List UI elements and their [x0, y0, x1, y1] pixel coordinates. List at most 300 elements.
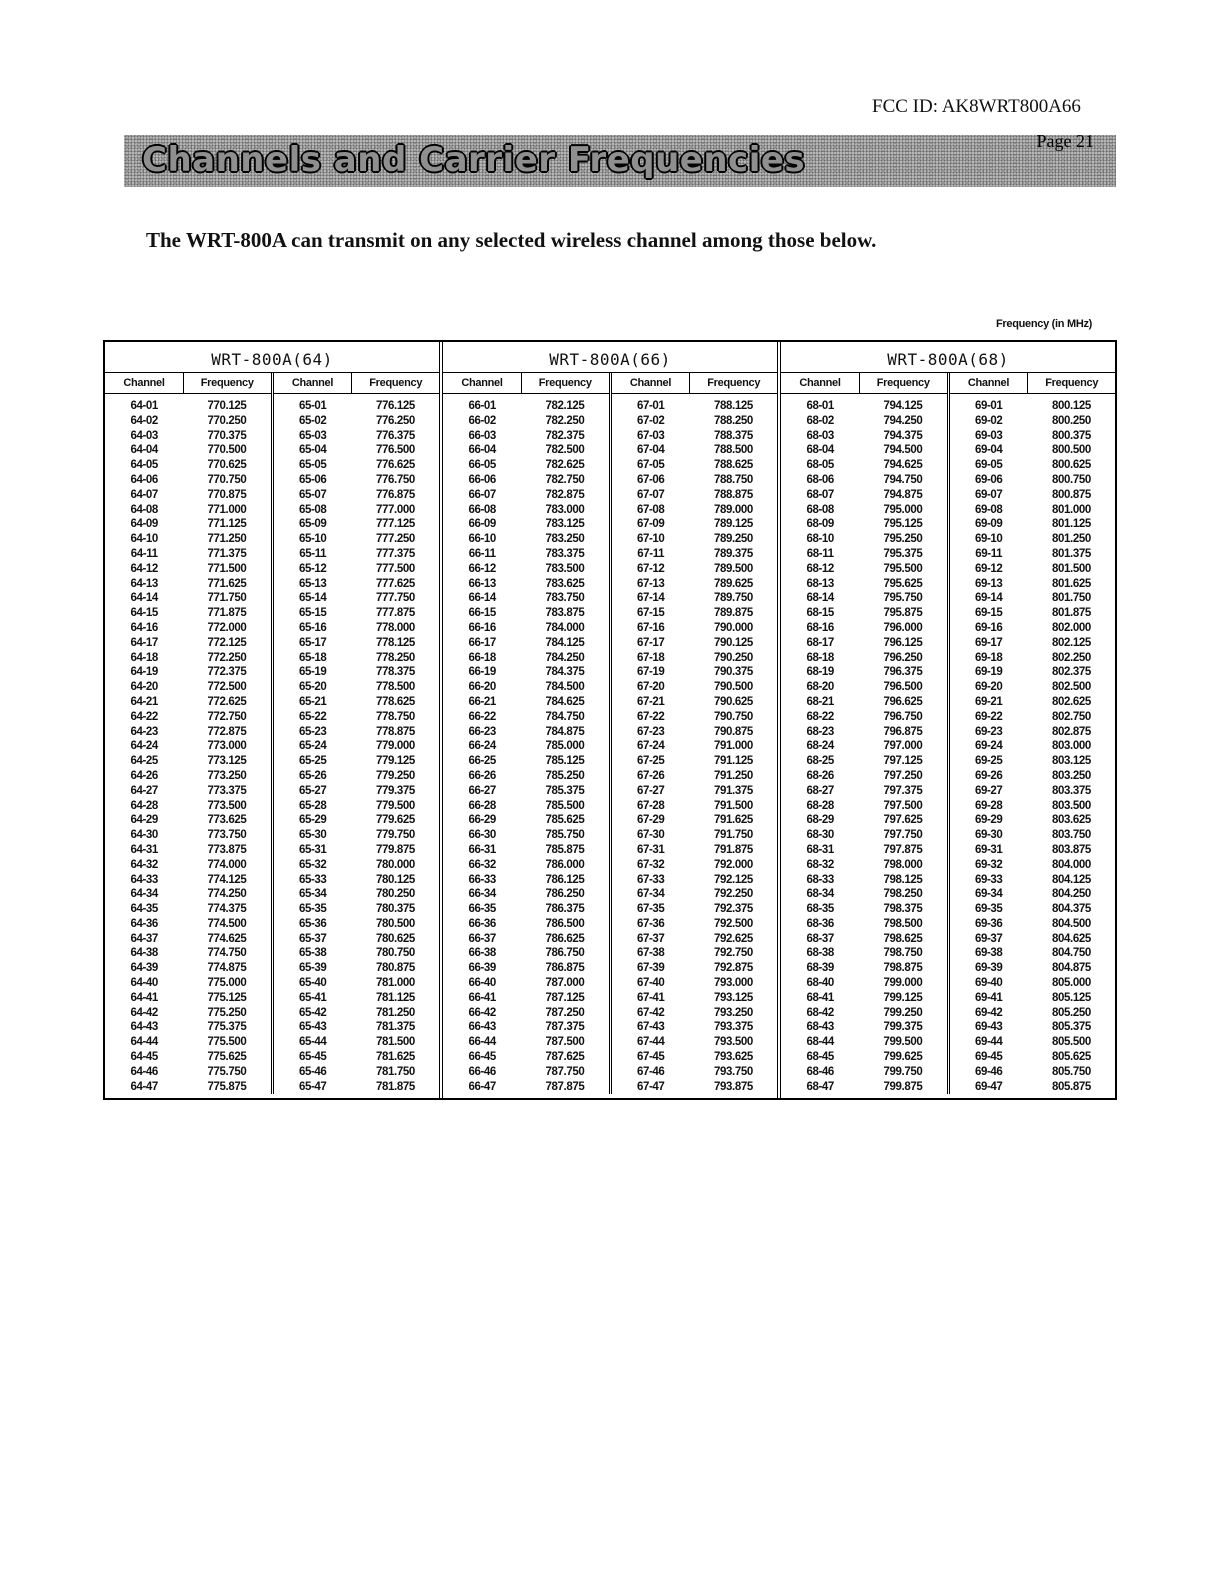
frequency-cell: 770.750	[207, 473, 247, 486]
table-row	[443, 932, 609, 947]
frequency-cell: 799.000	[883, 977, 923, 990]
table-row	[781, 429, 947, 444]
channel-cell: 68-30	[806, 829, 834, 842]
table-row	[781, 1006, 947, 1021]
table-row	[781, 946, 947, 961]
channel-cell: 67-10	[636, 533, 665, 546]
table-row	[781, 828, 947, 843]
table-row	[274, 621, 440, 636]
frequency-cell: 776.750	[376, 473, 415, 486]
channel-cell: 65-04	[298, 444, 327, 457]
table-row	[105, 488, 271, 503]
frequency-cell: 778.875	[376, 725, 415, 738]
channel-cell: 69-24	[974, 740, 1003, 753]
frequency-cell: 772.250	[207, 651, 247, 664]
table-row	[950, 591, 1116, 606]
channel-cell: 68-10	[806, 533, 834, 546]
channel-cell: 66-43	[468, 1021, 496, 1034]
table-row	[105, 606, 271, 621]
channel-cell: 65-20	[298, 681, 327, 694]
table-row	[274, 873, 440, 888]
table-row	[274, 1065, 440, 1080]
frequency-cell: 792.500	[714, 917, 753, 930]
frequency-cell: 771.750	[207, 592, 247, 605]
channel-cell: 64-43	[130, 1021, 158, 1034]
table-row	[274, 917, 440, 932]
frequency-cell: 786.125	[545, 873, 585, 886]
frequency-cell: 799.750	[883, 1065, 923, 1078]
frequency-cell: 784.750	[545, 710, 585, 723]
channel-cell: 68-25	[806, 755, 834, 768]
channel-cell: 65-43	[298, 1021, 327, 1034]
channel-cell: 68-04	[806, 444, 834, 457]
frequency-cell: 781.000	[376, 977, 415, 990]
table-row	[781, 532, 947, 547]
channel-cell: 65-30	[298, 829, 327, 842]
table-row	[274, 1080, 440, 1095]
channel-cell: 69-19	[974, 666, 1003, 679]
table-row	[781, 517, 947, 532]
frequency-cell: 793.125	[714, 991, 753, 1004]
table-row	[274, 429, 440, 444]
frequency-cell: 773.750	[207, 829, 247, 842]
table-row	[781, 636, 947, 651]
channel-cell: 69-22	[974, 710, 1003, 723]
table-row	[443, 636, 609, 651]
frequency-cell: 790.250	[714, 651, 753, 664]
channel-cell: 67-33	[636, 873, 665, 886]
channel-cell: 68-33	[806, 873, 834, 886]
table-row	[443, 547, 609, 562]
channel-cell: 69-08	[974, 503, 1003, 516]
table-row	[274, 695, 440, 710]
table-row	[612, 665, 778, 680]
table-row	[443, 858, 609, 873]
table-row	[443, 710, 609, 725]
frequency-cell: 796.875	[883, 725, 923, 738]
channel-column-group	[443, 373, 612, 1094]
table-row	[612, 843, 778, 858]
frequency-cell: 799.250	[883, 1006, 923, 1019]
channel-cell: 69-12	[974, 562, 1003, 575]
table-row	[105, 769, 271, 784]
frequency-cell: 775.875	[207, 1080, 247, 1093]
frequency-cell: 793.750	[714, 1065, 753, 1078]
table-row	[443, 1006, 609, 1021]
table-row	[443, 473, 609, 488]
table-row	[781, 1050, 947, 1065]
frequency-cell: 795.625	[883, 577, 923, 590]
channel-cell: 65-22	[298, 710, 327, 723]
table-row	[443, 680, 609, 695]
channel-cell: 65-23	[298, 725, 327, 738]
table-row	[274, 784, 440, 799]
frequency-cell: 803.125	[1052, 755, 1091, 768]
table-row	[781, 784, 947, 799]
frequency-cell: 774.250	[207, 888, 247, 901]
frequency-cell: 798.625	[883, 932, 923, 945]
frequency-cell: 805.000	[1052, 977, 1091, 990]
table-row	[443, 577, 609, 592]
frequency-cell: 803.250	[1052, 769, 1091, 782]
frequency-cell: 792.625	[714, 932, 753, 945]
channel-cell: 67-35	[636, 903, 665, 916]
channel-cell: 64-05	[130, 459, 158, 472]
channel-cell: 69-29	[974, 814, 1003, 827]
channel-cell: 69-39	[974, 962, 1003, 975]
table-row	[443, 1050, 609, 1065]
channel-cell: 67-24	[636, 740, 665, 753]
channel-cell: 68-06	[806, 473, 834, 486]
frequency-cell: 780.125	[376, 873, 415, 886]
table-row	[443, 873, 609, 888]
table-row	[781, 1020, 947, 1035]
frequency-cell: 792.250	[714, 888, 753, 901]
table-row	[950, 577, 1116, 592]
frequency-cell: 779.375	[376, 784, 415, 797]
frequency-cell: 783.375	[545, 547, 585, 560]
frequency-cell: 805.125	[1052, 991, 1091, 1004]
channel-cell: 65-11	[299, 547, 327, 560]
channel-cell: 66-16	[468, 621, 496, 634]
frequency-cell: 787.250	[545, 1006, 585, 1019]
frequency-cell: 779.625	[376, 814, 415, 827]
channel-cell: 66-44	[468, 1036, 496, 1049]
table-row	[274, 991, 440, 1006]
frequency-cell: 794.250	[883, 414, 923, 427]
frequency-cell: 787.750	[545, 1065, 585, 1078]
channel-cell: 69-11	[975, 547, 1003, 560]
channel-cell: 67-26	[636, 769, 665, 782]
frequency-cell: 803.000	[1052, 740, 1091, 753]
table-row	[443, 902, 609, 917]
frequency-cell: 776.500	[376, 444, 415, 457]
table-row	[105, 754, 271, 769]
frequency-cell: 776.625	[376, 459, 415, 472]
table-row	[612, 443, 778, 458]
frequency-cell: 798.000	[883, 858, 923, 871]
channel-cell: 68-14	[806, 592, 834, 605]
frequency-cell: 803.500	[1052, 799, 1091, 812]
table-row	[443, 562, 609, 577]
table-row	[781, 917, 947, 932]
table-row	[443, 651, 609, 666]
frequency-cell: 775.125	[207, 991, 247, 1004]
channel-cell: 66-08	[468, 503, 496, 516]
channel-cell: 67-03	[636, 429, 665, 442]
channel-cell: 69-20	[974, 681, 1003, 694]
channel-cell: 69-27	[974, 784, 1003, 797]
channel-cell: 66-25	[468, 755, 496, 768]
frequency-cell: 788.125	[714, 400, 753, 412]
channel-cell: 65-32	[298, 858, 327, 871]
table-row	[781, 562, 947, 577]
frequency-cell: 785.500	[545, 799, 585, 812]
frequency-column-header: Frequency	[200, 377, 254, 389]
channel-cell: 65-36	[298, 917, 327, 930]
frequency-cell: 802.500	[1052, 681, 1091, 694]
channel-cell: 69-07	[974, 488, 1003, 501]
channel-cell: 69-06	[974, 473, 1003, 486]
table-row	[274, 887, 440, 902]
channel-cell: 69-04	[974, 444, 1003, 457]
table-row	[950, 1080, 1116, 1095]
frequency-cell: 778.125	[376, 636, 415, 649]
channel-cell: 64-46	[130, 1065, 158, 1078]
table-row	[950, 443, 1116, 458]
channel-cell: 66-36	[468, 917, 496, 930]
frequency-cell: 774.875	[207, 962, 247, 975]
frequency-cell: 780.750	[376, 947, 415, 960]
table-row	[612, 651, 778, 666]
channel-cell: 67-04	[636, 444, 665, 457]
channel-cell: 64-28	[130, 799, 158, 812]
frequency-cell: 789.000	[714, 503, 753, 516]
table-row	[612, 813, 778, 828]
table-row	[105, 710, 271, 725]
table-row	[105, 976, 271, 991]
frequency-cell: 792.375	[714, 903, 753, 916]
table-row	[105, 577, 271, 592]
frequency-column-header: Frequency	[707, 377, 761, 389]
channel-column-header: Channel	[443, 373, 522, 393]
channel-cell: 65-15	[298, 607, 327, 620]
table-row	[612, 473, 778, 488]
frequency-cell: 794.750	[883, 473, 923, 486]
table-row	[781, 1080, 947, 1095]
channel-cell: 66-14	[468, 592, 496, 605]
table-row	[443, 517, 609, 532]
frequency-cell: 793.500	[714, 1036, 753, 1049]
channel-cell: 68-19	[806, 666, 834, 679]
model-block	[781, 342, 1115, 1098]
table-row	[443, 1080, 609, 1095]
channel-cell: 68-22	[806, 710, 834, 723]
table-row	[443, 991, 609, 1006]
frequency-cell: 772.125	[207, 636, 247, 649]
channel-cell: 69-34	[974, 888, 1003, 901]
channel-cell: 66-38	[468, 947, 496, 960]
frequency-cell: 803.375	[1052, 784, 1091, 797]
channel-cell: 66-12	[468, 562, 496, 575]
channel-cell: 67-18	[636, 651, 665, 664]
table-row	[274, 503, 440, 518]
table-row	[443, 414, 609, 429]
channel-cell: 64-09	[130, 518, 158, 531]
frequency-cell: 785.000	[545, 740, 585, 753]
frequency-cell: 789.250	[714, 533, 753, 546]
channel-cell: 65-09	[298, 518, 327, 531]
frequency-cell: 770.625	[207, 459, 247, 472]
frequency-cell: 775.750	[207, 1065, 247, 1078]
table-row	[274, 473, 440, 488]
channel-cell: 66-01	[468, 400, 496, 412]
frequency-cell: 780.000	[376, 858, 415, 871]
channel-cell: 67-05	[636, 459, 665, 472]
table-row	[274, 932, 440, 947]
table-row	[612, 503, 778, 518]
frequency-cell: 775.250	[207, 1006, 247, 1019]
table-row	[612, 680, 778, 695]
channel-column-group	[105, 373, 274, 1094]
frequency-cell: 778.500	[376, 681, 415, 694]
table-row	[612, 799, 778, 814]
table-row	[274, 843, 440, 858]
channel-cell: 67-15	[636, 607, 665, 620]
frequency-cell: 774.000	[207, 858, 247, 871]
table-row	[950, 902, 1116, 917]
frequency-cell: 795.875	[883, 607, 923, 620]
frequency-cell: 803.625	[1052, 814, 1091, 827]
channel-cell: 67-14	[636, 592, 665, 605]
banner-title: Channels and Carrier Frequencies	[142, 140, 806, 180]
table-row	[274, 828, 440, 843]
table-row	[950, 991, 1116, 1006]
frequency-cell: 779.875	[376, 843, 415, 856]
channel-cell: 65-01	[298, 400, 327, 412]
frequency-cell: 774.625	[207, 932, 247, 945]
frequency-cell: 782.750	[545, 473, 585, 486]
table-row	[781, 739, 947, 754]
frequency-cell: 794.375	[883, 429, 923, 442]
channel-cell: 65-27	[298, 784, 327, 797]
table-row	[612, 1080, 778, 1095]
channel-cell: 66-11	[468, 547, 496, 560]
table-row	[443, 754, 609, 769]
channel-cell: 68-28	[806, 799, 834, 812]
frequency-cell: 781.875	[376, 1080, 415, 1093]
channel-cell: 69-14	[974, 592, 1003, 605]
table-row	[443, 725, 609, 740]
channel-column-header: Channel	[950, 373, 1029, 393]
frequency-cell: 802.875	[1052, 725, 1091, 738]
channel-cell: 67-45	[636, 1051, 665, 1064]
channel-cell: 69-35	[974, 903, 1003, 916]
frequency-cell: 801.625	[1052, 577, 1091, 590]
table-row	[443, 621, 609, 636]
table-row	[274, 414, 440, 429]
frequency-cell: 787.000	[545, 977, 585, 990]
frequency-cell: 782.875	[545, 488, 585, 501]
table-row	[781, 873, 947, 888]
channel-cell: 67-34	[636, 888, 665, 901]
channel-cell: 69-16	[974, 621, 1003, 634]
channel-cell: 65-31	[298, 843, 327, 856]
table-row	[105, 917, 271, 932]
table-row	[612, 991, 778, 1006]
channel-cell: 65-34	[298, 888, 327, 901]
channel-frequency-table	[103, 340, 1117, 1100]
frequency-cell: 788.750	[714, 473, 753, 486]
channel-cell: 68-16	[806, 621, 834, 634]
channel-cell: 65-10	[298, 533, 327, 546]
frequency-cell: 801.750	[1052, 592, 1091, 605]
frequency-cell: 804.250	[1052, 888, 1091, 901]
table-row	[950, 725, 1116, 740]
frequency-cell: 791.375	[714, 784, 753, 797]
frequency-cell: 805.250	[1052, 1006, 1091, 1019]
table-row	[105, 517, 271, 532]
channel-cell: 67-23	[636, 725, 665, 738]
table-row	[443, 739, 609, 754]
frequency-cell: 797.250	[883, 769, 923, 782]
channel-cell: 69-37	[974, 932, 1003, 945]
table-row	[950, 473, 1116, 488]
frequency-cell: 795.500	[883, 562, 923, 575]
frequency-cell: 798.125	[883, 873, 923, 886]
frequency-cell: 801.000	[1052, 503, 1091, 516]
frequency-cell: 787.625	[545, 1051, 585, 1064]
table-row	[105, 503, 271, 518]
frequency-cell: 791.125	[714, 755, 753, 768]
channel-cell: 66-05	[468, 459, 496, 472]
channel-cell: 69-43	[974, 1021, 1003, 1034]
channel-cell: 66-20	[468, 681, 496, 694]
frequency-cell: 770.500	[207, 444, 247, 457]
frequency-cell: 804.875	[1052, 962, 1091, 975]
frequency-cell: 800.500	[1052, 444, 1091, 457]
table-row	[950, 799, 1116, 814]
channel-cell: 69-13	[974, 577, 1003, 590]
frequency-cell: 789.375	[714, 547, 753, 560]
frequency-cell: 799.875	[883, 1080, 923, 1093]
table-row	[612, 725, 778, 740]
table-row	[950, 932, 1116, 947]
table-row	[274, 799, 440, 814]
channel-cell: 64-06	[130, 473, 158, 486]
frequency-cell: 780.625	[376, 932, 415, 945]
frequency-cell: 791.000	[714, 740, 753, 753]
table-row	[105, 739, 271, 754]
channel-cell: 68-20	[806, 681, 834, 694]
channel-cell: 69-15	[974, 607, 1003, 620]
table-row	[781, 414, 947, 429]
frequency-cell: 804.000	[1052, 858, 1091, 871]
table-row	[612, 1050, 778, 1065]
channel-cell: 69-30	[974, 829, 1003, 842]
channel-cell: 66-32	[468, 858, 496, 871]
frequency-column-header: Frequency	[369, 377, 423, 389]
table-row	[443, 1020, 609, 1035]
frequency-cell: 772.625	[207, 695, 247, 708]
table-row	[443, 917, 609, 932]
channel-cell: 67-01	[636, 400, 665, 412]
channel-cell: 67-47	[636, 1080, 665, 1093]
frequency-cell: 783.500	[545, 562, 585, 575]
channel-cell: 67-43	[636, 1021, 665, 1034]
channel-cell: 67-21	[636, 695, 665, 708]
column-header-row	[950, 373, 1116, 394]
table-row	[105, 562, 271, 577]
page-number: Page 21	[1036, 131, 1094, 151]
table-row	[105, 946, 271, 961]
channel-cell: 68-18	[806, 651, 834, 664]
table-row	[105, 1020, 271, 1035]
channel-cell: 64-27	[130, 784, 158, 797]
channel-column-group	[781, 373, 950, 1094]
channel-cell: 68-45	[806, 1051, 834, 1064]
frequency-cell: 796.750	[883, 710, 923, 723]
frequency-cell: 786.375	[545, 903, 585, 916]
frequency-cell: 794.125	[883, 400, 923, 412]
frequency-cell: 785.125	[545, 755, 585, 768]
table-row	[274, 725, 440, 740]
channel-cell: 67-39	[636, 962, 665, 975]
frequency-cell: 772.500	[207, 681, 247, 694]
table-row	[274, 547, 440, 562]
frequency-cell: 770.375	[207, 429, 247, 442]
channel-cell: 67-06	[636, 473, 665, 486]
